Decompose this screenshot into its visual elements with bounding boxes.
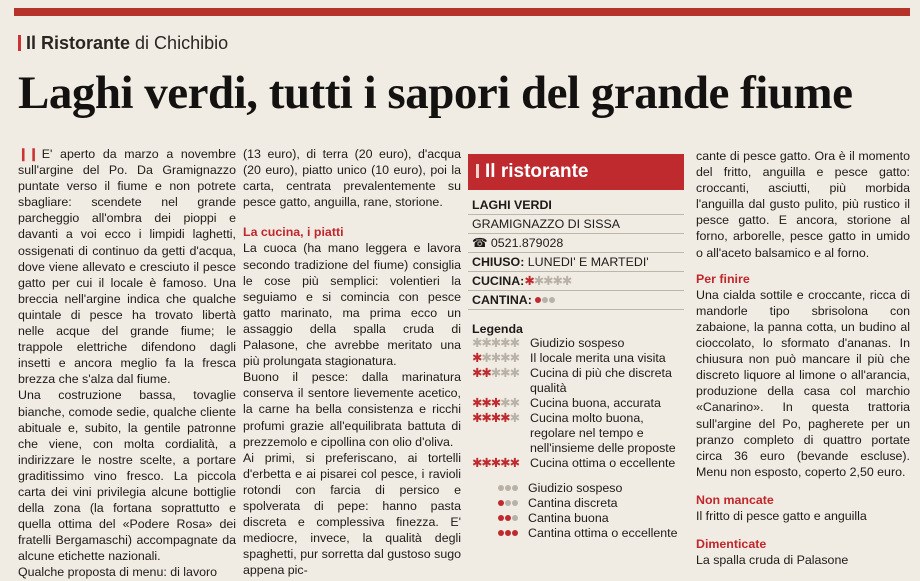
legend-row: [468, 496, 684, 511]
legend-dots-icon: [498, 511, 528, 526]
subheading: Dimenticate: [696, 537, 767, 552]
legend-text: Giudizio sospeso: [530, 336, 625, 350]
legend-row: [468, 411, 684, 456]
star-on-icon: ✱: [481, 396, 491, 410]
legend-stars-icon: [472, 366, 530, 396]
star-off-icon: ✱: [490, 336, 501, 350]
legend-stars-icon: [472, 351, 530, 366]
legend-text: Cucina di più che discreta qualità: [530, 366, 672, 395]
star-on-icon: ✱: [500, 456, 510, 470]
legend-text: Il locale merita una visita: [530, 351, 666, 365]
star-on-icon: ✱: [481, 366, 491, 380]
subheading: Per finire: [696, 271, 750, 286]
star-off-icon: ✱: [533, 274, 544, 288]
info-box: [468, 154, 684, 554]
phone-number: 0521.879028: [490, 236, 564, 250]
star-off-icon: ✱: [481, 351, 491, 365]
star-off-icon: ✱: [500, 396, 510, 410]
paragraph: [18, 146, 236, 387]
article-column-1: [18, 146, 236, 581]
star-off-icon: ✱: [490, 351, 501, 365]
star-off-icon: ✱: [561, 274, 572, 288]
dot-on-icon: [498, 530, 504, 536]
legend-title: Legenda: [472, 322, 523, 336]
dot-off-icon: [542, 297, 548, 303]
legend-dots-icon: [498, 481, 528, 496]
legend-row: [468, 456, 684, 471]
star-off-icon: ✱: [509, 351, 519, 365]
star-off-icon: ✱: [509, 396, 519, 410]
legend-text: Cucina ottima o eccellente: [530, 456, 676, 470]
dot-off-icon: [512, 500, 518, 506]
rubric-bold: Il Ristorante: [26, 33, 131, 53]
star-on-icon: ✱: [481, 411, 491, 425]
legend-stars-icon: [472, 411, 530, 456]
paragraph: Il fritto di pesce gatto e anguilla: [696, 508, 867, 523]
dot-off-icon: [505, 500, 511, 506]
lead-marker-icon: ❙❙: [18, 147, 39, 161]
closing-days: [468, 253, 684, 272]
star-off-icon: ✱: [509, 411, 519, 425]
star-off-icon: ✱: [472, 336, 482, 350]
paragraph: La spalla cruda di Palasone: [696, 553, 849, 568]
star-off-icon: ✱: [490, 366, 501, 380]
paragraph: Ai primi, si preferiscano, ai tortelli d'erbetta e ai pisarei col pesce, i ravioli rotondi con farcia di persico e spolverata di pepe: hanno pasta discreta e complessiva finezza. E' mediocre, invece, la qualità degli spaghetti, pur sorretta dal gustoso sugo appena pic-: [243, 450, 461, 578]
legend-stars: [468, 336, 684, 471]
legend-row: [468, 481, 684, 496]
dot-off-icon: [498, 485, 504, 491]
restaurant-phone: [468, 234, 684, 253]
dot-on-icon: [535, 297, 541, 303]
star-off-icon: ✱: [500, 366, 510, 380]
star-off-icon: ✱: [481, 336, 491, 350]
legend-dots-icon: [498, 526, 528, 541]
star-off-icon: ✱: [500, 336, 510, 350]
headline: Laghi verdi, tutti i sapori del grande fiume: [18, 67, 853, 119]
dot-off-icon: [549, 297, 555, 303]
star-on-icon: ✱: [472, 411, 482, 425]
info-box-header: [468, 154, 684, 190]
subheading: La cucina, i piatti: [243, 225, 344, 240]
star-off-icon: ✱: [509, 366, 519, 380]
header-marker: [476, 164, 479, 178]
info-box-title: Il ristorante: [485, 161, 589, 182]
dot-off-icon: [505, 485, 511, 491]
star-on-icon: ✱: [472, 396, 482, 410]
legend-text: Cantina ottima o eccellente: [528, 526, 678, 540]
dot-rating: [535, 293, 556, 307]
kitchen-rating: [468, 272, 684, 291]
star-on-icon: ✱: [472, 366, 482, 380]
cellar-rating: [468, 291, 684, 310]
closed-value: LUNEDI' E MARTEDI': [527, 255, 649, 269]
legend-stars-icon: [472, 456, 530, 471]
dot-on-icon: [498, 500, 504, 506]
dot-on-icon: [512, 530, 518, 536]
star-on-icon: ✱: [509, 456, 519, 470]
subheading: Non mancate: [696, 492, 774, 507]
star-off-icon: ✱: [543, 274, 553, 288]
dot-on-icon: [498, 515, 504, 521]
legend-row: [468, 351, 684, 366]
article-column-4: [696, 148, 910, 568]
paragraph: cante di pesce gatto. Ora è il momento del fritto, anguilla e pesce gatto: croccanti, asciutti, più morbida l'anguilla dal gusto pulito, più rustico il pesce gatto. E ancora, storione al forno, arborelle, pesce gatto in umido o all'aceto balsamico e al forno.: [696, 149, 910, 260]
legend-stars-icon: [472, 396, 530, 411]
legend-row: [468, 526, 684, 541]
star-on-icon: ✱: [490, 411, 501, 425]
cantina-label: CANTINA:: [472, 293, 532, 307]
star-off-icon: ✱: [509, 336, 519, 350]
legend-row: [468, 336, 684, 351]
star-off-icon: ✱: [552, 274, 562, 288]
legend-text: Cantina buona: [528, 511, 609, 525]
legend-text: Cucina molto buona, regolare nel tempo e nell'insieme delle proposte: [530, 411, 676, 455]
legend-row: [468, 366, 684, 396]
top-rule: [14, 8, 910, 16]
legend-dots-icon: [498, 496, 528, 511]
star-on-icon: ✱: [472, 456, 482, 470]
rubric-rest: di Chichibio: [135, 33, 229, 53]
star-off-icon: ✱: [500, 351, 510, 365]
star-on-icon: ✱: [500, 411, 510, 425]
rubric-marker: [18, 35, 21, 51]
closed-label: CHIUSO:: [472, 255, 525, 269]
legend-row: [468, 396, 684, 411]
section-rubric: [18, 33, 228, 54]
legend-text: Cantina discreta: [528, 496, 618, 510]
paragraph: Una cialda sottile e croccante, ricca di mandorle tipo sbrisolona con zabaione, la panna cotta, un budino al cioccolato, lo sformato d'ananas. In chiusura non può mancare il più che discreto liquore al limone o all'arancia, produzione della casa col marchio «Canarino». In questa trattoria sull'argine del Po, pagherete per un pranzo completo di quattro portate circa 36 euro (bevande escluse). Menu non esposto, coperto 2,50 euro.: [696, 287, 910, 479]
star-on-icon: ✱: [481, 456, 491, 470]
legend-dots: [468, 481, 684, 541]
paragraph: Buono il pesce: dalla marinatura conserva il sentore lievemente acetico, la carne ha bella consistenza e ricchi profumi grazie all'equilibrata battuta di prezzemolo e cipollina con olio d'oliva.: [243, 370, 461, 449]
paragraph: (13 euro), di terra (20 euro), d'acqua (20 euro), piatto unico (10 euro), poi la carta, centrata prevalentemente su pesce gatto, anguilla, rane, storione.: [243, 147, 461, 210]
legend-stars-icon: [472, 336, 530, 351]
star-on-icon: ✱: [490, 456, 501, 470]
dot-on-icon: [505, 530, 511, 536]
cucina-label: CUCINA:: [472, 274, 525, 288]
star-on-icon: ✱: [490, 396, 501, 410]
restaurant-name: LAGHI VERDI: [468, 196, 684, 215]
legend-row: [468, 511, 684, 526]
star-on-icon: ✱: [524, 274, 534, 288]
restaurant-place: GRAMIGNAZZO DI SISSA: [468, 215, 684, 234]
dot-on-icon: [505, 515, 511, 521]
paragraph: La cuoca (ha mano leggera e lavora secondo tradizione del fiume) consiglia le cose più semplici: volentieri la seguiamo e si comincia con pesce gatto marinato, ma prima ecco un assaggio della spalla cruda di Palasone, che avrebbe meritato una più prolungata stagionatura.: [243, 241, 461, 369]
star-rating: [524, 274, 571, 288]
dot-off-icon: [512, 485, 518, 491]
dot-off-icon: [512, 515, 518, 521]
paragraph-text: E' aperto da marzo a novembre sull'argine del Po. Da Gramignazzo puntate verso il fiume e non potrete sbagliare: scendete nel grande parcheggio all'ombra dei pioppi e davanti a voi ecco i limpidi laghetti, ossigenati di continuo da getti d'acqua, dove viene allevato e cresciuto il pesce gatto per cui il locale è famoso. Una breccia nell'argine indica che qualche quintale di pesce ha trovato libertà nelle acque del grande fiume; le trappole elettriche difendono dagli insetti e ancora meglio fa la fresca brezza che s'alza dal fiume.: [18, 147, 236, 387]
legend-text: Cucina buona, accurata: [530, 396, 661, 410]
phone-icon: ☎: [472, 236, 488, 250]
paragraph: Una costruzione bassa, tovaglie bianche, comode sedie, qualche cliente abituale e, subito, la gentile patronne che viene, con molta cordialità, a indirizzare le nostre scelte, a portare graditissimo vino fresco. La piccola carta dei vini privilegia alcune bottiglie della zona (la fortana soprattutto e quella ottima del «Podere Rosa» dei fratelli Bergamaschi) accompagnate da alcune etichette nazionali.: [18, 388, 236, 564]
paragraph: Qualche proposta di menu: di lavoro: [18, 565, 218, 580]
article-column-2: [243, 146, 461, 578]
legend-text: Giudizio sospeso: [528, 481, 623, 495]
star-on-icon: ✱: [472, 351, 482, 365]
